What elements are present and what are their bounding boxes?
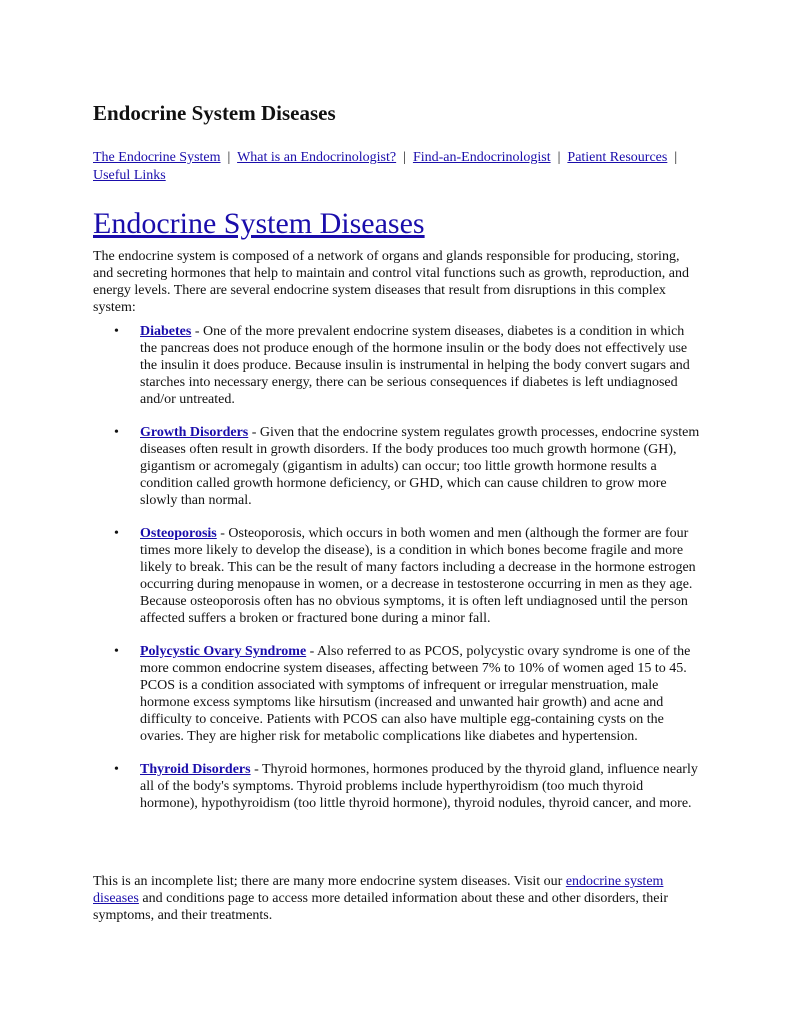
disease-description: - Also referred to as PCOS, polycystic ovary syndrome is one of the more common endocrine system diseases, affecting between 7% to 10% of women aged 15 to 45. PCOS is a condition associated with symptoms of infrequent or irregular menstruation, male hormone excess symptoms like hirsutism (increased and unwanted hair growth) and acne and difficulty to conceive. Patients with PCOS can also have multiple egg-containing cysts on the ovaries. They are higher risk for metabolic complications like diabetes and hypertension. — [140, 644, 691, 744]
outro-text-before: This is an incomplete list; there are many more endocrine system diseases. Visit our — [93, 874, 566, 889]
nav-link-endocrine-system[interactable]: The Endocrine System — [93, 150, 221, 165]
disease-link-growth-disorders[interactable]: Growth Disorders — [140, 425, 249, 440]
nav-separator: | — [227, 150, 231, 165]
list-item-diabetes — [93, 323, 701, 408]
nav-link-useful-links[interactable]: Useful Links — [93, 167, 166, 183]
nav-link-find-endocrinologist[interactable]: Find-an-Endocrinologist — [412, 150, 551, 165]
nav-separator: | — [674, 150, 678, 165]
intro-paragraph: The endocrine system is composed of a network of organs and glands responsible for producing, storing, and secreting hormones that help to maintain and control vital functions such as growth, reproduction, and energy levels. There are several endocrine system diseases that result from disruptions in this complex system: — [93, 249, 690, 315]
page-title: Endocrine System Diseases — [93, 101, 336, 125]
nav-link-what-is-endocrinologist[interactable]: What is an Endocrinologist? — [237, 150, 397, 165]
outro-text-after: and conditions page to access more detailed information about these and other disorders, their symptoms, and their treatments. — [93, 891, 669, 923]
disease-list — [93, 323, 701, 812]
main-heading — [93, 204, 425, 244]
endocrine-diseases-link[interactable]: endocrine system diseases — [93, 874, 664, 906]
list-item-pcos — [93, 643, 701, 745]
list-item-osteoporosis — [93, 525, 701, 627]
disease-link-pcos[interactable]: Polycystic Ovary Syndrome — [140, 644, 307, 659]
nav-separator: | — [557, 150, 561, 165]
disease-description: - Thyroid hormones, hormones produced by the thyroid gland, influence nearly all of the body's symptoms. Thyroid problems include hyperthyroidism (too much thyroid hormone), hypothyroidism (too little thyroid hormone), thyroid nodules, thyroid cancer, and more. — [140, 762, 698, 811]
list-item-thyroid-disorders — [93, 761, 701, 812]
bullet-icon: • — [114, 762, 119, 777]
nav-separator: | — [403, 150, 406, 165]
nav-links — [93, 149, 693, 184]
bullet-icon: • — [114, 644, 119, 659]
list-item-growth-disorders — [93, 424, 701, 509]
bullet-icon: • — [114, 324, 119, 339]
bullet-icon: • — [114, 425, 119, 440]
disease-link-thyroid-disorders[interactable]: Thyroid Disorders — [140, 762, 251, 777]
disease-description: - One of the more prevalent endocrine system diseases, diabetes is a condition in which the pancreas does not produce enough of the hormone insulin or the body does not effectively use the insulin it does produce. Because insulin is instrumental in helping the body convert sugars and starches into necessary energy, there can be serious consequences if diabetes is left undiagnosed and/or untreated. — [140, 324, 690, 407]
disease-description: - Osteoporosis, which occurs in both women and men (although the former are four times more likely to develop the disease), is a condition in which bones become fragile and more likely to break. This can be the result of many factors including a decrease in the hormone estrogen occurring during menopause in women, or a decrease in testosterone occurring in men as they age. Because osteoporosis often has no obvious symptoms, it is often left undiagnosed until the person affected suffers a broken or fractured bone during a minor fall. — [140, 526, 696, 626]
outro-paragraph — [93, 873, 701, 924]
disease-description: - Given that the endocrine system regulates growth processes, endocrine system diseases often result in growth disorders. If the body produces too much growth hormone (GH), gigantism or acromegaly (gigantism in adults) can occur; too little growth hormone results a condition called growth hormone deficiency, or GHD, which can cause children to grow more slowly than normal. — [140, 425, 700, 508]
disease-link-diabetes[interactable]: Diabetes — [140, 324, 192, 339]
nav-link-patient-resources[interactable]: Patient Resources — [567, 150, 668, 165]
disease-link-osteoporosis[interactable]: Osteoporosis — [140, 526, 217, 541]
bullet-icon: • — [114, 526, 119, 541]
main-heading-link[interactable]: Endocrine System Diseases — [93, 207, 425, 240]
